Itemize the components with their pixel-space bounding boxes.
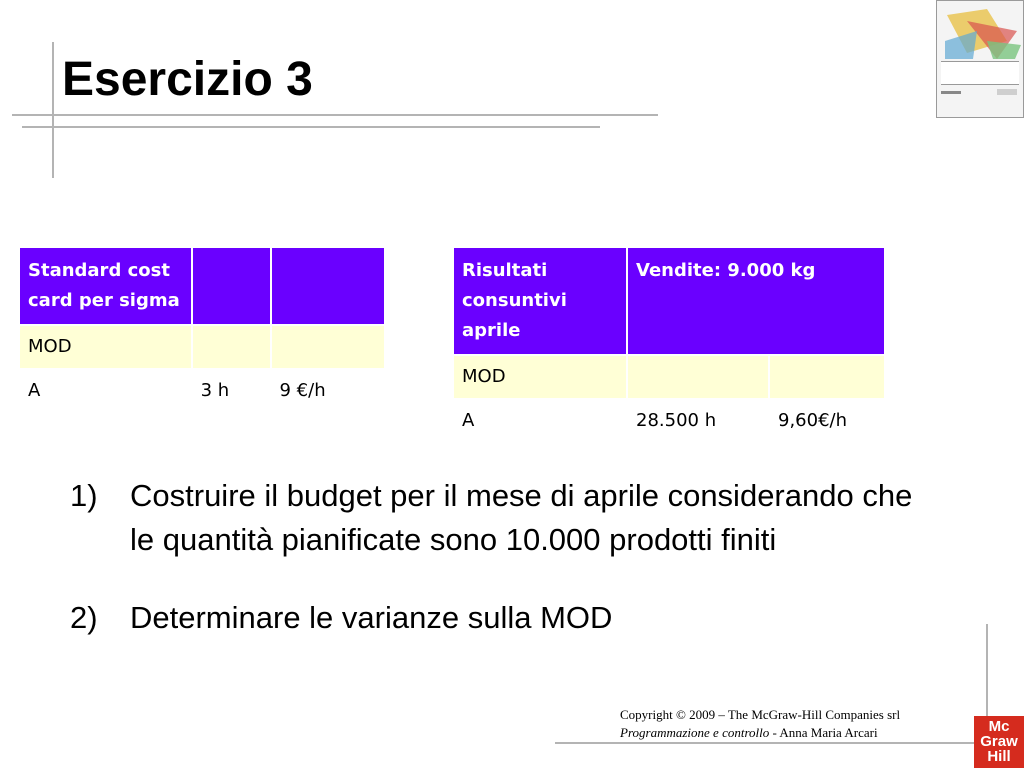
author-name: Anna Maria Arcari	[779, 725, 878, 740]
table-cell: MOD	[453, 355, 627, 399]
table-cell	[271, 325, 386, 369]
table-row	[453, 355, 885, 399]
table-cell	[192, 325, 271, 369]
actual-results-table	[452, 246, 886, 444]
list-text: Determinare le varianze sulla MOD	[130, 600, 613, 635]
book-credit	[620, 724, 900, 742]
table-header-cell	[192, 247, 271, 325]
table-cell: A	[19, 369, 192, 413]
standard-cost-table	[18, 246, 386, 414]
mcgraw-hill-logo	[974, 716, 1024, 768]
logo-text: Graw	[980, 733, 1018, 750]
list-text: Costruire il budget per il mese di aprile considerando che le quantità pianificate sono 10.000 prodotti finiti	[130, 478, 913, 557]
list-item	[70, 596, 950, 640]
copyright-notice	[620, 706, 900, 742]
table-header-cell: Risultati consuntivi aprile	[453, 247, 627, 355]
table-header-cell	[271, 247, 386, 325]
cover-title-strip	[941, 61, 1019, 85]
table-cell	[769, 355, 885, 399]
table-cell: A	[453, 399, 627, 443]
page-title: Esercizio 3	[62, 53, 313, 106]
book-title: Programmazione e controllo	[620, 725, 770, 740]
cover-artwork	[937, 1, 1023, 117]
list-number: 2)	[70, 600, 98, 635]
table-row	[19, 369, 385, 413]
table-cell: MOD	[19, 325, 192, 369]
table-cell: 9,60€/h	[769, 399, 885, 443]
task-list	[70, 474, 950, 640]
table-header-cell: Vendite: 9.000 kg	[627, 247, 885, 355]
copyright-text: Copyright © 2009 – The McGraw-Hill Companies srl	[620, 707, 901, 722]
table-cell	[627, 355, 769, 399]
decorative-line	[22, 126, 600, 128]
table-cell: 3 h	[192, 369, 271, 413]
table-row	[19, 325, 385, 369]
logo-text: Hill	[987, 748, 1011, 765]
decorative-line	[555, 742, 975, 744]
list-item	[70, 474, 950, 562]
table-cell: 28.500 h	[627, 399, 769, 443]
author-separator: -	[769, 725, 780, 740]
logo-text: Mc	[988, 718, 1010, 735]
table-row	[453, 399, 885, 443]
decorative-line	[52, 42, 54, 178]
list-number: 1)	[70, 478, 98, 513]
table-cell: 9 €/h	[271, 369, 386, 413]
decorative-line	[12, 114, 658, 116]
book-cover-image	[936, 0, 1024, 118]
table-header-cell: Standard cost card per sigma	[19, 247, 192, 325]
